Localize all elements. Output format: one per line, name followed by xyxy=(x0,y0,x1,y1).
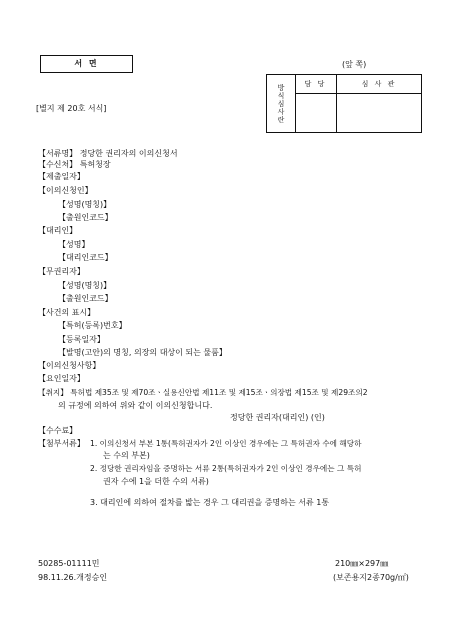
field-agent: 【대리인】 xyxy=(38,226,78,235)
field-fee: 【수수료】 xyxy=(38,426,78,435)
field-nonright-name: 【성명(명칭)】 xyxy=(58,281,112,290)
field-purpose-cont: 의 규정에 의하여 위와 같이 이의신청합니다. xyxy=(58,401,213,410)
field-case-invention: 【발명(고안)의 명칭, 의장의 대상이 되는 물품】 xyxy=(58,348,227,357)
field-purpose: 【취지】 특허법 제35조 및 제70조ㆍ실용신안법 제11조 및 제15조ㆍ의장법 제15조 및 제29조의2 xyxy=(38,388,368,397)
attachment-1-cont: 는 수의 부본) xyxy=(103,451,150,460)
field-objector-name: 【성명(명칭)】 xyxy=(58,200,112,209)
field-submit-date: 【제출일자】 xyxy=(38,172,85,181)
field-agent-name: 【성명】 xyxy=(58,240,90,249)
footer-paper: (보존용지2종70g/㎡) xyxy=(333,573,409,582)
footer-approval: 98.11.26.개정승인 xyxy=(38,573,108,582)
stamp-divider-vertical xyxy=(336,75,337,132)
field-agent-code: 【대리인코드】 xyxy=(58,253,113,262)
field-recipient: 【수신처】 특허청장 xyxy=(38,160,111,169)
attachment-2-cont: 권자 수에 1을 더한 수의 서류) xyxy=(103,477,209,486)
field-attachments: 【첨부서류】 xyxy=(38,439,85,448)
field-objector: 【이의신청인】 xyxy=(38,186,93,195)
field-nonright: 【무권리자】 xyxy=(38,267,85,276)
field-signer: 정당한 권리자(대리인) (인) xyxy=(230,413,325,422)
review-stamp-box xyxy=(266,74,422,133)
stamp-col-reviewer: 심 사 관 xyxy=(361,80,397,88)
form-title: 서 면 xyxy=(40,55,133,73)
field-case-number: 【특허(등록)번호】 xyxy=(58,321,127,330)
attachment-2: 2. 정당한 권리자임을 증명하는 서류 2통(특허권자가 2인 이상인 경우에는 그 특허 xyxy=(90,464,362,473)
field-doc-name: 【서류명】 정당한 권리자의 이의신청서 xyxy=(38,149,178,158)
footer-size: 210㎜×297㎜ xyxy=(335,559,389,568)
form-number: [별지 제 20호 서식] xyxy=(36,104,107,113)
field-objector-code: 【출원인코드】 xyxy=(58,213,113,222)
page-side-label: (앞 쪽) xyxy=(342,60,367,69)
field-nonright-code: 【출원인코드】 xyxy=(58,294,113,303)
field-evidence: 【요인일자】 xyxy=(38,374,85,383)
field-reason: 【이의신청사항】 xyxy=(38,361,101,370)
attachment-3: 3. 대리인에 의하여 절차를 밟는 경우 그 대리권을 증명하는 서류 1통 xyxy=(90,498,330,507)
footer-code: 50285-01111민 xyxy=(38,559,100,568)
attachment-1: 1. 이의신청서 부본 1통(특허권자가 2인 이상인 경우에는 그 특허권자 수에 해당하 xyxy=(90,439,362,448)
stamp-vertical-cell xyxy=(267,75,296,132)
stamp-divider-horizontal xyxy=(295,93,421,94)
stamp-col-handler: 담 당 xyxy=(304,80,327,88)
stamp-vertical-label: 방식심사란 xyxy=(277,83,285,124)
field-case-reg-date: 【등록일자】 xyxy=(58,335,105,344)
field-case: 【사건의 표시】 xyxy=(38,308,96,317)
